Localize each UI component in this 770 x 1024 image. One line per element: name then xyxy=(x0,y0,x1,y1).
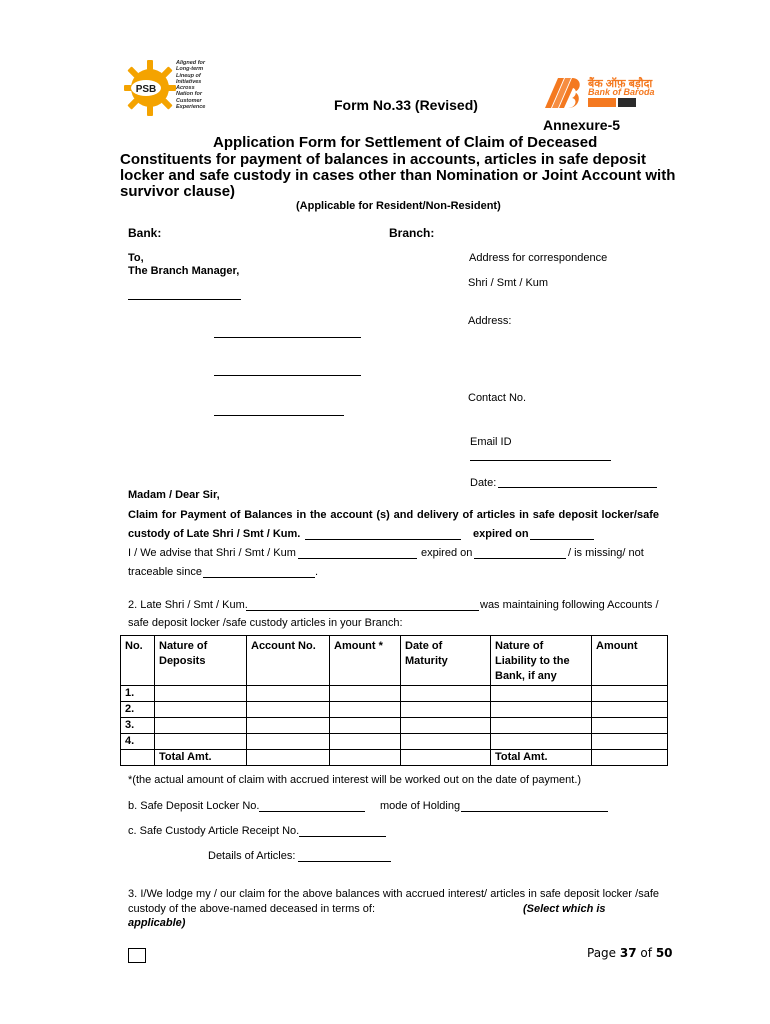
para2-text-b: was maintaining following Accounts / xyxy=(480,599,659,611)
table-cell[interactable] xyxy=(330,718,401,734)
table-cell[interactable] xyxy=(401,734,491,750)
claimant-address-label: Address: xyxy=(468,315,512,327)
manager-address-line-1[interactable] xyxy=(214,337,361,338)
form-heading-line4: survivor clause) xyxy=(120,183,236,200)
date-label: Date: xyxy=(470,477,497,489)
form-heading-line2: Constituents for payment of balances in accounts, articles in safe deposit xyxy=(120,151,646,168)
advise-expired-label: expired on xyxy=(421,547,473,559)
psb-tagline-line: Lineup of xyxy=(176,72,201,79)
table-cell[interactable] xyxy=(155,718,247,734)
bank-of-baroda-logo xyxy=(542,74,655,110)
page-number xyxy=(587,946,673,960)
row-number: 2. xyxy=(121,702,155,718)
table-cell[interactable] xyxy=(491,686,592,702)
total-amount-label-left: Total Amt. xyxy=(155,750,247,766)
table-cell xyxy=(121,750,155,766)
salutation: Madam / Dear Sir, xyxy=(128,489,220,501)
total-pages: 50 xyxy=(655,946,673,960)
traceable-since-line[interactable] xyxy=(203,577,315,578)
advise-name-line[interactable] xyxy=(298,558,417,559)
table-cell[interactable] xyxy=(330,750,401,766)
mode-of-holding-label: mode of Holding xyxy=(380,800,461,812)
deposits-table xyxy=(120,635,668,766)
table-row xyxy=(121,702,668,718)
email-label: Email ID xyxy=(470,436,512,448)
subject-expired-date-line[interactable] xyxy=(530,539,594,540)
advise-text-a: I / We advise that Shri / Smt / Kum xyxy=(128,547,296,559)
table-cell[interactable] xyxy=(592,750,668,766)
details-of-articles-label: Details of Articles: xyxy=(208,850,296,862)
manager-name-line[interactable] xyxy=(128,299,241,300)
table-total-row xyxy=(121,750,668,766)
table-cell[interactable] xyxy=(592,718,668,734)
table-cell[interactable] xyxy=(155,702,247,718)
annexure-label: Annexure-5 xyxy=(543,117,621,133)
table-row xyxy=(121,734,668,750)
locker-number-label: b. Safe Deposit Locker No. xyxy=(128,800,260,812)
para2-deceased-name-line[interactable] xyxy=(246,610,479,611)
manager-address-line-3[interactable] xyxy=(214,415,344,416)
psb-badge-text: PSB xyxy=(135,84,157,95)
branch-manager-label: The Branch Manager, xyxy=(128,265,240,277)
table-cell[interactable] xyxy=(247,734,330,750)
psb-sun-icon xyxy=(118,58,184,118)
table-row xyxy=(121,718,668,734)
advise-expired-date-line[interactable] xyxy=(474,558,566,559)
correspondence-heading: Address for correspondence xyxy=(469,252,608,264)
table-cell[interactable] xyxy=(330,734,401,750)
deceased-name-line[interactable] xyxy=(305,539,461,540)
branch-label: Branch: xyxy=(389,226,435,240)
mode-of-holding-line[interactable] xyxy=(461,811,608,812)
to-label: To, xyxy=(128,252,144,264)
psb-tagline-line: Aligned for xyxy=(176,60,206,66)
form-title: Form No.33 (Revised) xyxy=(334,97,478,113)
row-number: 3. xyxy=(121,718,155,734)
table-cell[interactable] xyxy=(592,702,668,718)
table-cell[interactable] xyxy=(247,702,330,718)
subject-line-2a: custody of Late Shri / Smt / Kum. xyxy=(128,528,301,540)
manager-address-line-2[interactable] xyxy=(214,375,361,376)
psb-logo xyxy=(118,58,233,118)
table-cell[interactable] xyxy=(155,734,247,750)
psb-tagline xyxy=(176,60,205,110)
date-field-line[interactable] xyxy=(498,487,657,488)
receipt-number-label: c. Safe Custody Article Receipt No. xyxy=(128,825,300,837)
psb-tagline-line: Long-term xyxy=(176,66,204,73)
table-cell[interactable] xyxy=(330,702,401,718)
para3-line3: applicable) xyxy=(128,917,186,929)
table-cell[interactable] xyxy=(330,686,401,702)
locker-number-line[interactable] xyxy=(259,811,365,812)
para2-line2: safe deposit locker /safe custody articles in your Branch: xyxy=(128,617,403,629)
form-heading-line1: Application Form for Settlement of Claim of Deceased xyxy=(213,134,598,151)
current-page: 37 xyxy=(619,946,637,960)
baroda-sun-icon xyxy=(542,74,584,110)
row-number: 1. xyxy=(121,686,155,702)
psb-tagline-line: Customer xyxy=(176,97,202,104)
contact-number-label: Contact No. xyxy=(468,392,527,404)
table-cell[interactable] xyxy=(401,702,491,718)
email-field-line[interactable] xyxy=(470,460,611,461)
table-cell[interactable] xyxy=(592,686,668,702)
table-cell[interactable] xyxy=(247,750,330,766)
traceable-since-period: . xyxy=(315,566,319,578)
receipt-number-line[interactable] xyxy=(299,836,386,837)
column-header: Amount * xyxy=(330,636,401,686)
column-header: No. xyxy=(121,636,155,686)
column-header: Nature of Deposits xyxy=(155,636,247,686)
row-number: 4. xyxy=(121,734,155,750)
advise-missing-text: / is missing/ not xyxy=(568,547,644,559)
claimant-name-label: Shri / Smt / Kum xyxy=(468,277,549,289)
table-cell[interactable] xyxy=(491,718,592,734)
table-cell[interactable] xyxy=(401,750,491,766)
bank-hindi-name: बैंक ऑफ़ बड़ौदा xyxy=(588,78,653,90)
table-cell[interactable] xyxy=(401,718,491,734)
bank-english-name: Bank of Baroda xyxy=(588,87,655,97)
column-header: Date of Maturity xyxy=(401,636,491,686)
subject-expired-label: expired on xyxy=(473,528,529,540)
asterisk-note: *(the actual amount of claim with accrued interest will be worked out on the date of payment.) xyxy=(128,774,582,786)
table-cell[interactable] xyxy=(155,686,247,702)
para3-line2b: (Select which is xyxy=(523,903,606,915)
traceable-since-label: traceable since xyxy=(128,566,202,578)
table-cell[interactable] xyxy=(247,686,330,702)
table-cell[interactable] xyxy=(247,718,330,734)
para3-line1: 3. I/We lodge my / our claim for the above balances with accrued interest/ articles in safe deposit locker /safe xyxy=(128,888,659,900)
subject-line-1: Claim for Payment of Balances in the account (s) and delivery of articles in safe deposit locker/safe xyxy=(128,509,659,521)
table-cell[interactable] xyxy=(491,702,592,718)
column-header: Amount xyxy=(592,636,668,686)
table-cell[interactable] xyxy=(592,734,668,750)
table-row xyxy=(121,686,668,702)
total-amount-label-right: Total Amt. xyxy=(491,750,592,766)
details-of-articles-line[interactable] xyxy=(298,861,391,862)
column-header: Nature of Liability to the Bank, if any xyxy=(491,636,592,686)
page-of: of xyxy=(640,946,652,960)
table-cell[interactable] xyxy=(401,686,491,702)
column-header: Account No. xyxy=(247,636,330,686)
psb-tagline-line: Experience xyxy=(176,104,206,111)
select-checkbox[interactable] xyxy=(128,948,146,963)
bank-strip-dark xyxy=(618,98,636,107)
bank-strip xyxy=(588,98,616,107)
table-header-row xyxy=(121,636,668,686)
bank-label: Bank: xyxy=(128,226,162,240)
page-prefix: Page xyxy=(587,946,617,960)
form-heading-line3: locker and safe custody in cases other than Nomination or Joint Account with xyxy=(120,167,676,184)
applicability-note: (Applicable for Resident/Non-Resident) xyxy=(296,200,501,212)
para3-line2a: custody of the above-named deceased in terms of: xyxy=(128,903,376,915)
para2-text-a: 2. Late Shri / Smt / Kum. xyxy=(128,599,248,611)
table-cell[interactable] xyxy=(491,734,592,750)
psb-tagline-line: Across xyxy=(176,85,195,92)
psb-tagline-line: Nation for xyxy=(176,91,202,98)
psb-tagline-line: Initiatives xyxy=(176,78,202,85)
